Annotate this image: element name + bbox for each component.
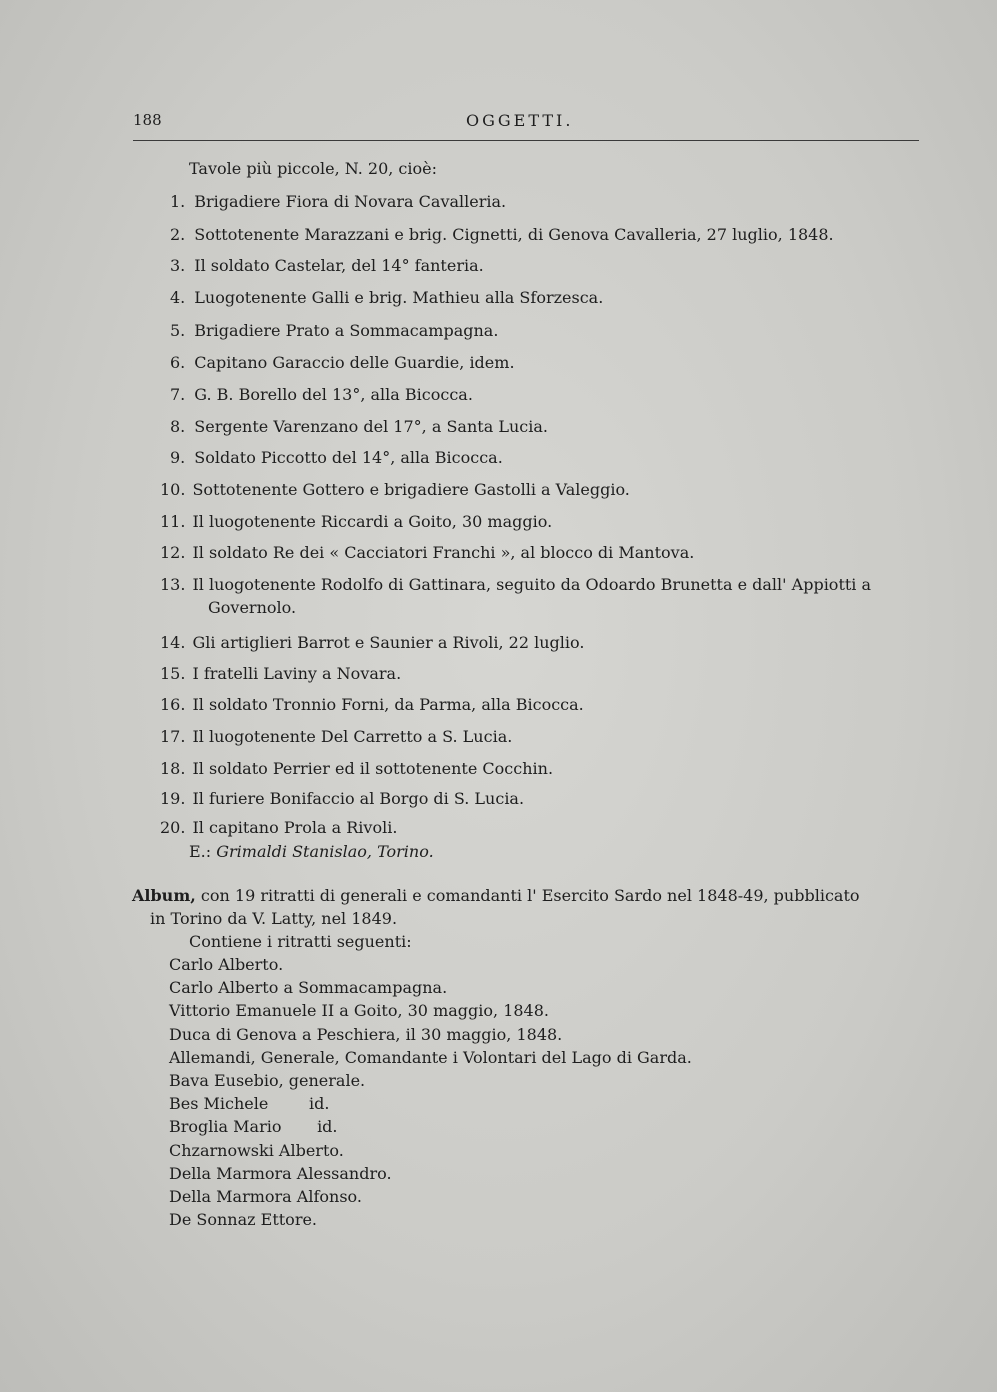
list-item — [170, 225, 834, 245]
portrait-item: Vittorio Emanuele II a Goito, 30 maggio, 1848. — [169, 1001, 549, 1020]
page-header-title: OGGETTI. — [466, 111, 574, 130]
list-item-number: 11. — [160, 512, 186, 531]
list-item — [170, 353, 515, 373]
list-item-number: 12. — [160, 543, 186, 562]
portrait-item: Bava Eusebio, generale. — [169, 1071, 366, 1090]
list-item-text: Luogotenente Galli e brig. Mathieu alla Sforzesca. — [194, 288, 604, 307]
intro-text: Tavole più piccole, N. 20, cioè: — [189, 159, 437, 178]
list-item — [160, 759, 553, 779]
list-item — [160, 543, 694, 563]
list-item — [170, 417, 548, 437]
album-description: con 19 ritratti di generali e comandanti l' Esercito Sardo nel 1848-49, pubblicato — [200, 886, 860, 905]
album-entry-line1 — [132, 886, 860, 906]
list-item-text: Il furiere Bonifaccio al Borgo di S. Lucia. — [192, 789, 525, 808]
portrait-item: Chzarnowski Alberto. — [169, 1141, 344, 1160]
editor-name: Grimaldi Stanislao, Torino. — [216, 842, 434, 861]
list-item — [160, 512, 552, 532]
list-item-number: 10. — [160, 480, 186, 499]
list-item-number: 18. — [160, 759, 186, 778]
list-item-text: Il luogotenente Rodolfo di Gattinara, seguito da Odoardo Brunetta e dall' Appiotti a — [192, 575, 872, 594]
list-item-number: 4. — [170, 288, 186, 307]
list-item-number: 9. — [170, 448, 186, 467]
list-item-number: 6. — [170, 353, 186, 372]
list-item-text: Il luogotenente Riccardi a Goito, 30 maggio. — [192, 512, 553, 531]
list-item — [160, 480, 630, 500]
list-item-text: Il soldato Tronnio Forni, da Parma, alla Bicocca. — [192, 695, 584, 714]
portrait-item: Bes Michele id. — [169, 1094, 330, 1113]
list-item-continuation: Governolo. — [208, 598, 297, 617]
list-item-text: Sergente Varenzano del 17°, a Santa Lucia. — [194, 417, 548, 436]
list-item — [170, 192, 506, 212]
list-item-text: Brigadiere Prato a Sommacampagna. — [194, 321, 499, 340]
list-item — [160, 664, 401, 684]
portrait-item: De Sonnaz Ettore. — [169, 1210, 318, 1229]
list-item-number: 13. — [160, 575, 186, 594]
album-contents-intro: Contiene i ritratti seguenti: — [189, 932, 412, 951]
list-item-text: I fratelli Laviny a Novara. — [192, 664, 402, 683]
list-item — [160, 695, 584, 715]
list-item-number: 2. — [170, 225, 186, 244]
list-item-number: 8. — [170, 417, 186, 436]
list-item-text: Il luogotenente Del Carretto a S. Lucia. — [192, 727, 513, 746]
list-item-number: 20. — [160, 818, 186, 837]
list-item-number: 3. — [170, 256, 186, 275]
list-item-number: 17. — [160, 727, 186, 746]
list-item-number: 1. — [170, 192, 186, 211]
list-item — [170, 385, 473, 405]
portrait-item: Della Marmora Alessandro. — [169, 1164, 392, 1183]
list-item-text: Gli artiglieri Barrot e Saunier a Rivoli, 22 luglio. — [192, 633, 585, 652]
portrait-item: Duca di Genova a Peschiera, il 30 maggio, 1848. — [169, 1025, 563, 1044]
list-item-text: Il soldato Perrier ed il sottotenente Cocchin. — [192, 759, 554, 778]
portrait-item: Carlo Alberto a Sommacampagna. — [169, 978, 448, 997]
list-item-text: Soldato Piccotto del 14°, alla Bicocca. — [194, 448, 503, 467]
list-item-number: 14. — [160, 633, 186, 652]
list-item — [160, 818, 397, 838]
portrait-item: Broglia Mario id. — [169, 1117, 338, 1136]
album-title: Album, — [132, 886, 196, 905]
list-item-text: Il capitano Prola a Rivoli. — [192, 818, 398, 837]
list-item — [160, 789, 524, 809]
list-item-text: Sottotenente Gottero e brigadiere Gastolli a Valeggio. — [192, 480, 630, 499]
portrait-item: Della Marmora Alfonso. — [169, 1187, 362, 1206]
header-rule — [133, 140, 919, 141]
editor-line — [189, 842, 434, 862]
list-item-text: Il soldato Castelar, del 14° fanteria. — [194, 256, 484, 275]
list-item-number: 15. — [160, 664, 186, 683]
list-item — [160, 727, 512, 747]
editor-label: E.: — [189, 842, 212, 861]
page-number: 188 — [133, 111, 162, 129]
list-item-text: G. B. Borello del 13°, alla Bicocca. — [194, 385, 473, 404]
list-item-number: 5. — [170, 321, 186, 340]
list-item — [170, 288, 603, 308]
list-item — [170, 448, 503, 468]
list-item — [170, 256, 484, 276]
list-item-text: Capitano Garaccio delle Guardie, idem. — [194, 353, 515, 372]
portrait-item: Allemandi, Generale, Comandante i Volontari del Lago di Garda. — [169, 1048, 692, 1067]
list-item — [160, 575, 871, 595]
list-item — [160, 633, 584, 653]
list-item-number: 16. — [160, 695, 186, 714]
list-item-text: Brigadiere Fiora di Novara Cavalleria. — [194, 192, 507, 211]
portrait-item: Carlo Alberto. — [169, 955, 284, 974]
list-item-number: 7. — [170, 385, 186, 404]
list-item — [170, 321, 498, 341]
list-item-text: Il soldato Re dei « Cacciatori Franchi », al blocco di Mantova. — [192, 543, 695, 562]
list-item-text: Sottotenente Marazzani e brig. Cignetti, di Genova Cavalleria, 27 luglio, 1848. — [194, 225, 834, 244]
list-item-number: 19. — [160, 789, 186, 808]
album-entry-line2: in Torino da V. Latty, nel 1849. — [150, 909, 398, 928]
